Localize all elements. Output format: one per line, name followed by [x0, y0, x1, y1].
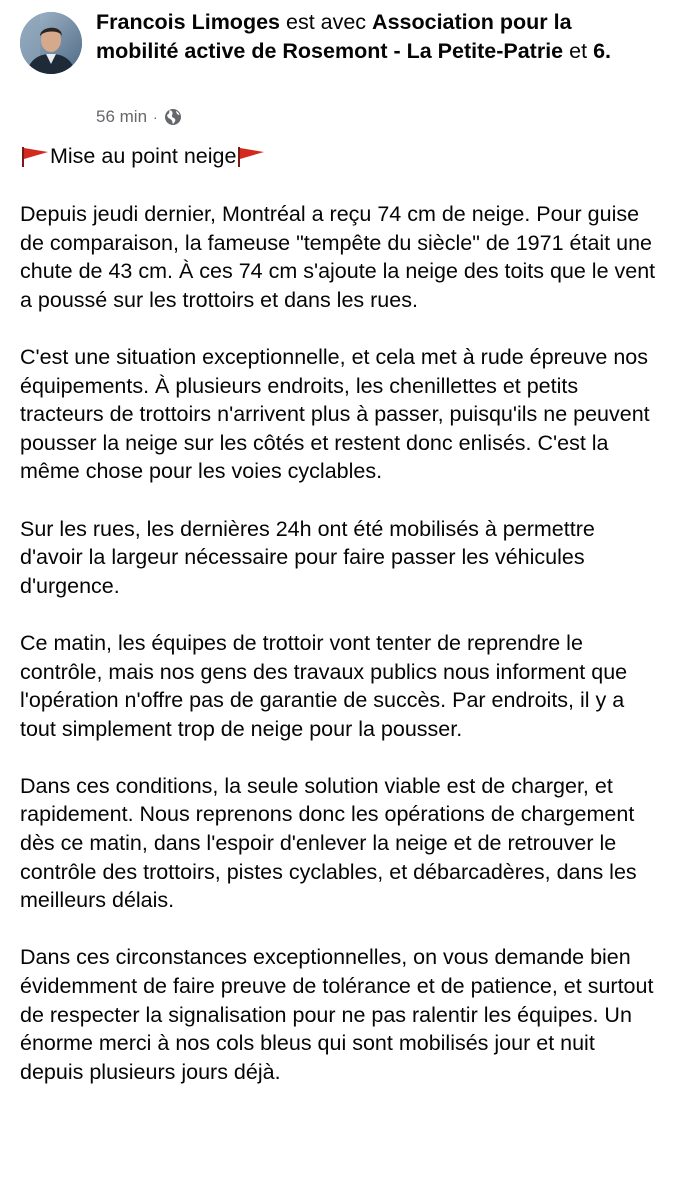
post-paragraph: Dans ces circonstances exceptionnelles, on vous demande bien évidemment de faire preuve de tolérance et de patience, et surtout de respecter la signalisation pour ne pas ralentir les équipes. Un énorme merci à nos cols bleus qui sont mobilisés jour et nuit depuis plusieurs jours déjà. — [20, 945, 654, 1084]
globe-icon[interactable] — [164, 108, 182, 126]
post-header — [20, 8, 660, 132]
red-triangular-flag-icon — [236, 146, 266, 168]
end-punct: . — [605, 38, 612, 63]
post-body — [20, 200, 662, 1086]
meta-separator: · — [153, 109, 158, 125]
post-paragraph: Dans ces conditions, la seule solution viable est de charger, et rapidement. Nous reprenons donc les opérations de chargement dès ce matin, dans l'espoir d'enlever la neige et de retrouver le contrôle des trottoirs, pistes cyclables, et débarcadères, dans les meilleurs délais. — [20, 773, 637, 913]
headline-text: Mise au point neige — [50, 144, 237, 168]
others-count-link[interactable] — [593, 39, 611, 63]
post-timestamp[interactable]: 56 min — [96, 107, 148, 126]
tagged-group-link[interactable]: Association pour la mobilité active de Rosemont - La Petite-Patrie — [96, 10, 572, 63]
avatar-image — [20, 12, 82, 74]
red-triangular-flag-icon — [20, 146, 50, 168]
with-connector: est avec — [285, 10, 367, 34]
post-paragraph: C'est une situation exceptionnelle, et cela met à rude épreuve nos équipements. À plusieurs endroits, les chenillettes et petits tracteurs de trottoirs n'arrivent plus à passer, puisqu'ils ne peuvent pousser la neige sur les côtés et restent donc enlisés. C'est la même chose pour les voies cyclables. — [20, 344, 650, 484]
others-count: 6 — [593, 38, 606, 63]
and-word: et — [569, 38, 588, 63]
post-meta — [96, 106, 182, 128]
post-paragraph: Depuis jeudi dernier, Montréal a reçu 74 cm de neige. Pour guise de comparaison, la fameuse "tempête du siècle" de 1971 était une chute de 43 cm. À ces 74 cm s'ajoute la neige des toits que le vent a poussé sur les trottoirs et dans les rues. — [20, 202, 656, 312]
author-name[interactable]: Francois Limoges — [96, 10, 280, 34]
post-author-line — [96, 8, 656, 65]
post-paragraph: Sur les rues, les dernières 24h ont été mobilisés à permettre d'avoir la largeur nécessaire pour faire passer les véhicules d'urgence. — [20, 516, 595, 598]
post-headline — [20, 142, 660, 171]
post-paragraph: Ce matin, les équipes de trottoir vont tenter de reprendre le contrôle, mais nos gens des travaux publics nous informent que l'opération n'offre pas de garantie de succès. Par endroits, il y a tout simplement trop de neige pour la pousser. — [20, 630, 628, 741]
author-avatar[interactable] — [20, 12, 82, 74]
